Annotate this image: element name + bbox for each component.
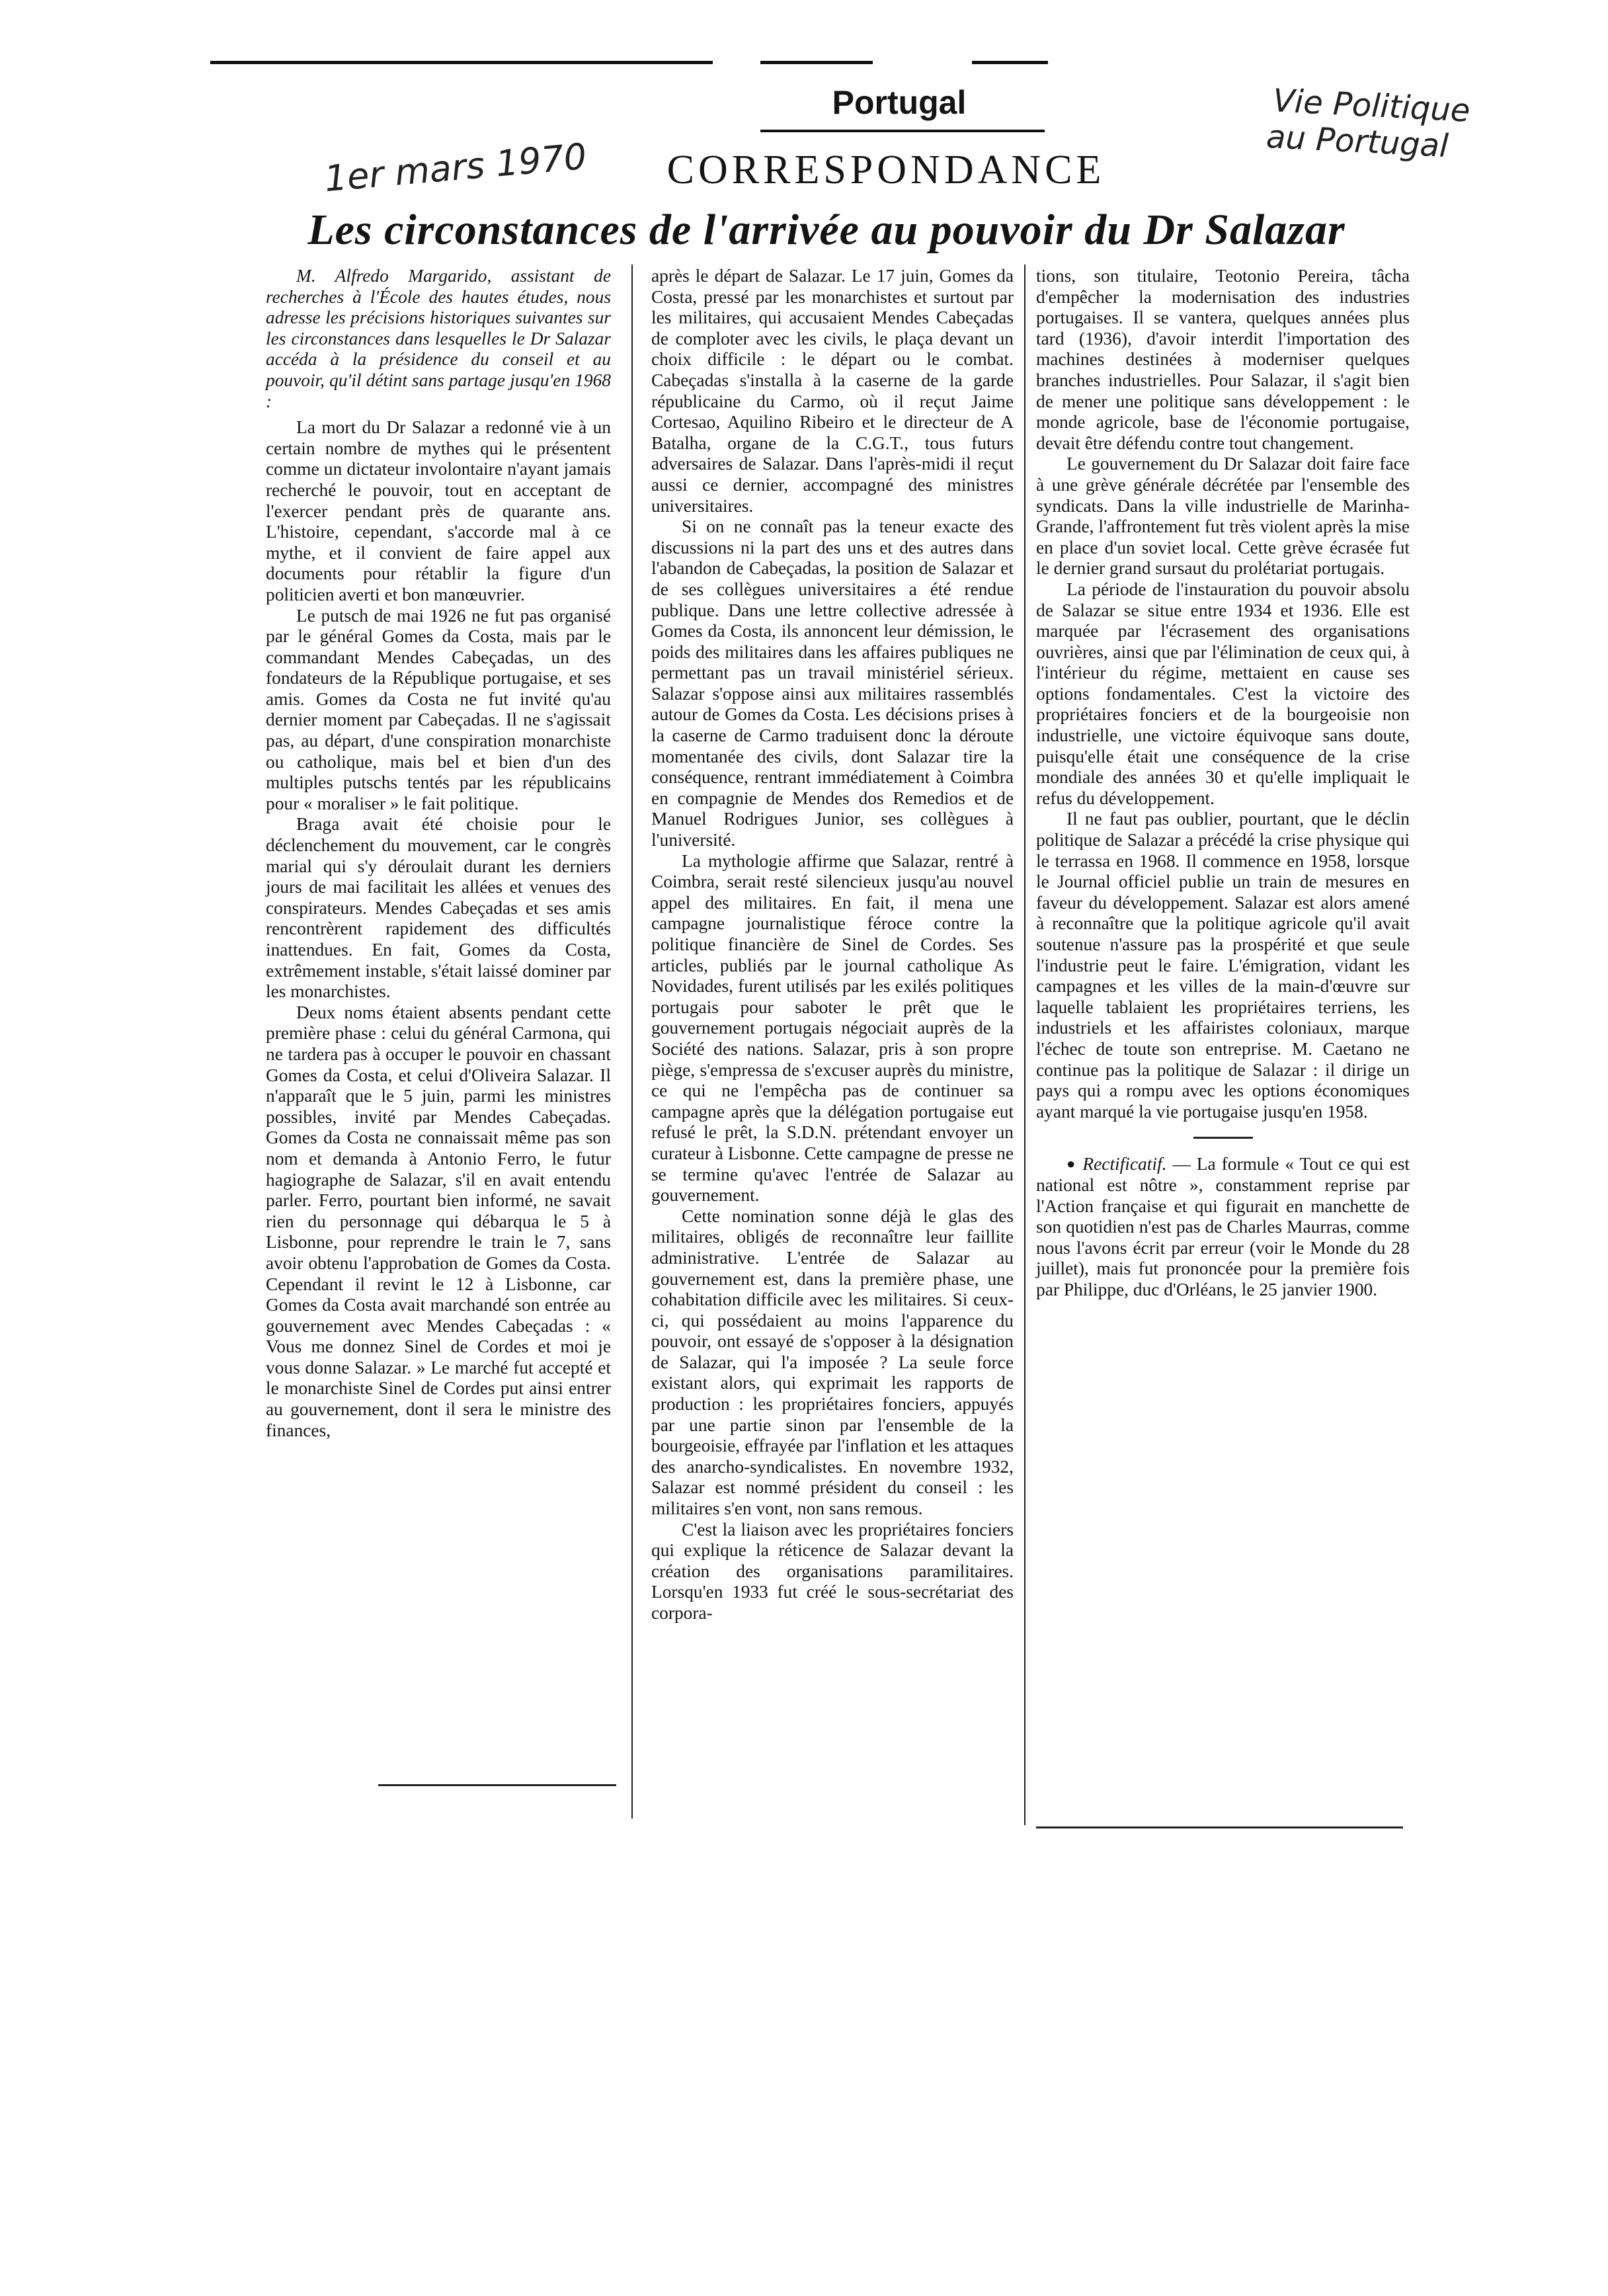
rectificatif-note <box>1036 1153 1410 1300</box>
column-3-end-rule <box>1036 1826 1403 1828</box>
paragraph: Deux noms étaient absents pendant cette première phase : celui du général Carmona, qui ne tardera pas à occuper le pouvoir en chassant Gomes da Costa, et celui d'Oliveira Salazar. Il n'apparaît que le 5 juin, parmi les ministres possibles, invité par Mendes Cabeçadas. Gomes da Costa ne connaissait même pas son nom et demanda à Antonio Ferro, le futur hagiographe de Salazar, s'il en avait entendu parler. Ferro, pourtant bien informé, ne savait rien du personnage qui débarqua le 5 à Lisbonne, pour reprendre le train le 7, sans avoir obtenu l'approbation de Gomes da Costa. Cependant il revint le 12 à Lisbonne, car Gomes da Costa avait marchandé son entrée au gouvernement avec Mendes Cabeçadas : « Vous me donnez Sinel de Cordes et moi je vous donne Salazar. » Le marché fut accepté et le monarchiste Sinel de Cordes put ainsi entrer au gouvernement, dont il sera le ministre des finances, <box>266 1002 611 1440</box>
paragraph: La mort du Dr Salazar a redonné vie à un certain nombre de mythes qui le présentent comme un dictateur involontaire n'ayant jamais recherché le pouvoir, tout en acceptant de l'exercer pendant près de quarante ans. L'histoire, cependant, s'accorde mal à ce mythe, et il convient de faire appel aux documents pour rétablir la figure d'un politicien averti et bon manœuvrier. <box>266 417 611 604</box>
section-underline <box>760 130 1045 132</box>
handwritten-topic-line1: Vie Politique <box>1271 82 1471 130</box>
top-rule-center <box>760 61 873 64</box>
paragraph: La mythologie affirme que Salazar, rentré à Coimbra, serait resté silencieux jusqu'au nouvel appel des militaires. En fait, il mena une campagne journalistique féroce contre la politique financière de Sinel de Cordes. Ses articles, publiés par le journal catholique As Novidades, furent utilisés par les exilés politiques portugais pour saboter le prêt que le gouvernement portugais négociait auprès de la Société des nations. Salazar, pris à son propre piège, s'empressa de s'excuser auprès du ministre, ce qui ne l'empêcha pas de continuer sa campagne après que la délégation portugaise eut refusé le prêt, la S.D.N. prétendant envoyer un curateur à Lisbonne. Cette campagne de presse ne se termine qu'avec l'entrée de Salazar au gouvernement. <box>651 850 1014 1206</box>
paragraph: Cette nomination sonne déjà le glas des militaires, obligés de reconnaître leur faillite administrative. L'entrée de Salazar au gouvernement est, dans la première phase, une cohabitation difficile avec les militaires. Si ceux-ci, qui possédaient au moins l'apparence du pouvoir, ont essayé de s'opposer à la désignation de Salazar, qui l'a imposée ? La seule force existant alors, qui exprimait les rapports de production : les propriétaires fonciers, appuyés par une partie sinon par l'ensemble de la bourgeoisie, effrayée par l'inflation et les attaques des anarcho-syndicalistes. En novembre 1932, Salazar est nommé président du conseil : les militaires s'en vont, non sans remous. <box>651 1206 1014 1519</box>
article-headline: Les circonstances de l'arrivée au pouvoir du Dr Salazar <box>307 206 1346 254</box>
paragraph: tions, son titulaire, Teotonio Pereira, tâcha d'empêcher la modernisation des industries portugaises. Il se vantera, quelques années plus tard (1936), d'avoir interdit l'importation des machines destinées à moderniser quelques branches industrielles. Pour Salazar, il s'agit bien de mener une politique sans développement : le monde agricole, base de l'économie portugaise, devait être défendu contre tout changement. <box>1036 266 1410 453</box>
paragraph: C'est la liaison avec les propriétaires fonciers qui explique la réticence de Salazar devant la création des organisations paramilitaires. Lorsqu'en 1933 fut créé le sous-secrétariat des corpora- <box>651 1519 1014 1623</box>
rubric-heading: CORRESPONDANCE <box>666 147 1106 192</box>
paragraph: Si on ne connaît pas la teneur exacte des discussions ni la part des uns et des autres dans l'abandon de Cabeçadas, la position de Salazar et de ses collègues universitaires a été rendue publique. Dans une lettre collective adressée à Gomes da Costa, ils annoncent leur démission, le poids des militaires dans les affaires publiques ne permettant pas un travail ministériel sérieux. Salazar s'oppose ainsi aux militaires rassemblés autour de Gomes da Costa. Les décisions prises à la caserne de Carmo traduisent donc la déroute momentanée des civils, dont Salazar tire la conséquence, rentrant immédiatement à Coimbra en compagnie de Mendes dos Remedios et de Manuel Rodrigues Junior, ses collègues à l'université. <box>651 516 1014 850</box>
article-column-1 <box>266 266 611 1441</box>
handwritten-date: 1er mars 1970 <box>323 135 588 200</box>
bullet-icon: ● <box>1066 1155 1077 1172</box>
column-rule-2 <box>1024 265 1025 1825</box>
note-text: — La formule « Tout ce qui est national est nôtre », constamment reprise par l'Action française et qui figurait en manchette de son quotidien n'est pas de Charles Maurras, comme nous l'avons écrit par erreur (voir le Monde du 28 juillet), mais fut prononcée pour la première fois par Philippe, duc d'Orléans, le 25 janvier 1900. <box>1036 1154 1410 1299</box>
paragraph: après le départ de Salazar. Le 17 juin, Gomes da Costa, pressé par les monarchistes et surtout par les militaires, qui accusaient Mendes Cabeçadas de comploter avec les civils, le plaça devant un choix difficile : le départ ou le combat. Cabeçadas s'installa à la caserne de la garde républicaine du Carmo, où il reçut Jaime Cortesao, Aquilino Ribeiro et le directeur de A Batalha, organe de la C.G.T., tous futurs adversaires de Salazar. Dans l'après-midi il reçut aussi ce dernier, accompagné des ministres universitaires. <box>651 266 1014 516</box>
article-column-2 <box>651 266 1014 1624</box>
article-intro: M. Alfredo Margarido, assistant de recherches à l'École des hautes études, nous adresse les précisions historiques suivantes sur les circonstances dans lesquelles le Dr Salazar accéda à la présidence du conseil et au pouvoir, qu'il détint sans partage jusqu'en 1968 : <box>266 266 611 411</box>
note-label: Rectificatif. <box>1082 1154 1167 1174</box>
paragraph: Le putsch de mai 1926 ne fut pas organisé par le général Gomes da Costa, mais par le commandant Mendes Cabeçadas, un des fondateurs de la République portugaise, et ses amis. Gomes da Costa ne fut invité qu'au dernier moment par Cabeçadas. Il ne s'agissait pas, au départ, d'une conspiration monarchiste ou catholique, mais bel et bien d'un des multiples putschs tentés par les républicains pour « moraliser » le fait politique. <box>266 605 611 813</box>
paragraph: Il ne faut pas oublier, pourtant, que le déclin politique de Salazar a précédé la crise physique qui le terrassa en 1968. Il commence en 1958, lorsque le Journal officiel publie un train de mesures en faveur du développement. Salazar est alors amené à reconnaître que la politique agricole qu'il avait soutenue n'assure pas la prospérité et que seule l'industrie peut le faire. L'émigration, vidant les campagnes et les villes de la main-d'œuvre sur laquelle tablaient les propriétaires terriens, les industriels et les affairistes coloniaux, marque l'échec de toute son entreprise. M. Caetano ne continue pas la politique de Salazar : il dirige un pays qui a rompu avec les options économiques ayant marqué la vie portugaise jusqu'en 1958. <box>1036 809 1410 1122</box>
note-separator <box>1193 1137 1253 1139</box>
column-rule-1 <box>631 265 633 1819</box>
paragraph: Le gouvernement du Dr Salazar doit faire face à une grève générale décrétée par l'ensemble des syndicats. Dans la ville industrielle de Marinha-Grande, l'affrontement fut très violent après la mise en place d'un soviet local. Cette grève écrasée fut le dernier grand sursaut du prolétariat portugais. <box>1036 454 1410 579</box>
article-column-3 <box>1036 266 1410 1301</box>
top-rule-left <box>210 61 713 64</box>
section-label: Portugal <box>832 84 967 121</box>
paragraph: La période de l'instauration du pouvoir absolu de Salazar se situe entre 1934 et 1936. Elle est marquée par l'écrasement des organisations ouvrières, ainsi que par l'élimination de ceux qui, à l'intérieur du régime, mettaient en cause ses options fondamentales. C'est la victoire des propriétaires fonciers et de la bourgeoisie non industrielle, une victoire équivoque sans doute, puisqu'elle était une conséquence de la crise mondiale des années 30 et qu'elle impliquait le refus du développement. <box>1036 579 1410 808</box>
top-rule-right <box>972 61 1048 64</box>
column-1-end-rule <box>378 1784 616 1786</box>
handwritten-topic-line2: au Portugal <box>1265 118 1449 165</box>
paragraph: Braga avait été choisie pour le déclenchement du mouvement, car le congrès marial qui s'y déroulait durant les derniers jours de mai facilitait les allées et venues des conspirateurs. Mendes Cabeçadas et ses amis rencontrèrent rapidement des difficultés inattendues. En fait, Gomes da Costa, extrêmement instable, s'était laissé dominer par les monarchistes. <box>266 814 611 1002</box>
